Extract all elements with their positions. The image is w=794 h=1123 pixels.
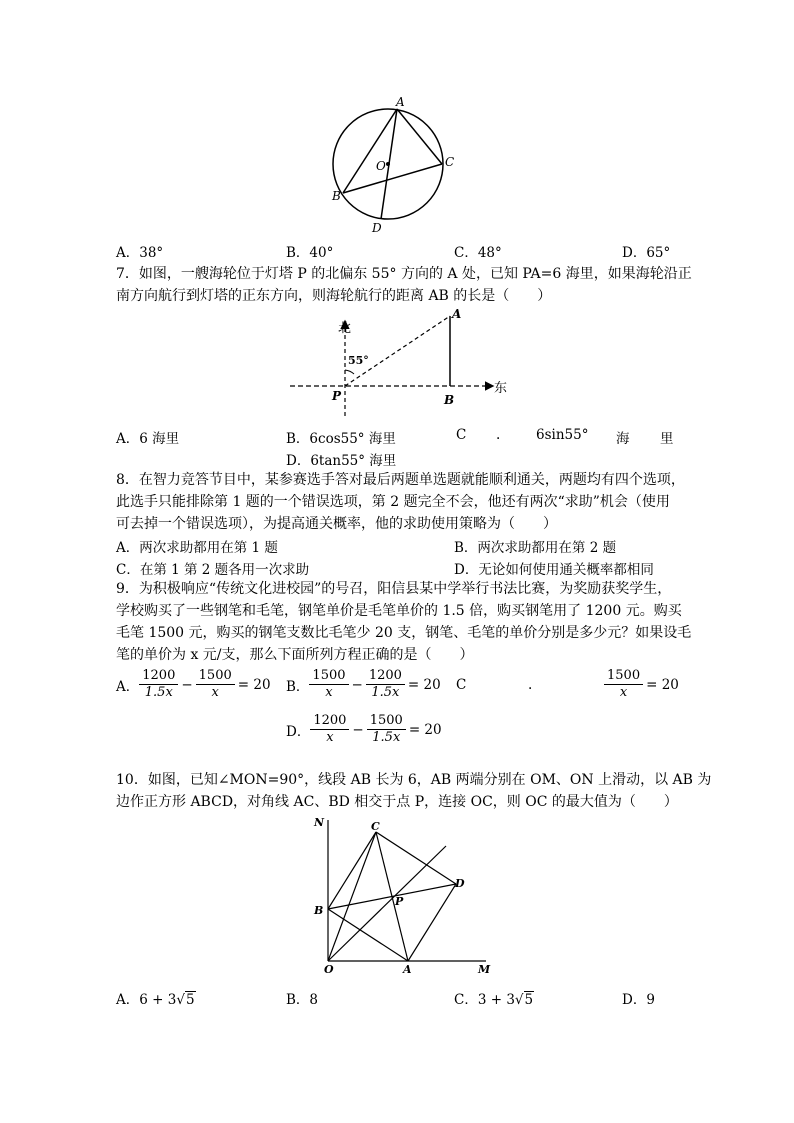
q10-label-B: B [314, 904, 324, 917]
q10-label-P: P [395, 895, 404, 908]
q9-line-2: 学校购买了一些钢笔和毛笔，钢笔单价是毛笔单价的 1.5 倍，购买钢笔用了 1200 元。购买 [116, 603, 682, 619]
q10-option-b: B．8 [286, 992, 319, 1008]
q10-option-a-value: 6 + 3 [139, 992, 177, 1008]
q8-option-c: C．在第 1 第 2 题各用一次求助 [116, 562, 310, 578]
q9-option-a-frac-1: $\frac{1200}{1.5x}$ [139, 668, 178, 701]
q6-option-b: B．40° [286, 245, 334, 261]
q9-option-b-frac-1: $\frac{1500}{x}$ [309, 668, 348, 701]
q9-option-b-rhs: = 20 [407, 676, 441, 693]
q9-line-1: 9．为积极响应“传统文化进校园”的号召，阳信县某中学举行书法比赛，为奖励获奖学生， [116, 581, 672, 597]
q6-option-d: D．65° [622, 245, 671, 261]
q10-line-2: 边作正方形 ABCD，对角线 AC、BD 相交于点 P，连接 OC，则 OC 的最大值为（ ） [116, 794, 678, 810]
q7-label-A: A [452, 308, 462, 321]
q6-label-C: C [445, 155, 455, 169]
q10-line-1: 10．如图，已知∠MON=90°，线段 AB 长为 6，AB 两端分别在 OM、ON 上滑动，以 AB 为 [116, 772, 712, 788]
q7-option-c-unit-1: 海 [616, 431, 630, 447]
q7-option-a: A．6 海里 [116, 431, 180, 447]
q10-option-a-sqrt: √5 [176, 992, 195, 1008]
q9-option-d-frac-2: $\frac{1500}{1.5x}$ [367, 713, 406, 746]
q6-option-c: C．48° [454, 245, 502, 261]
q7-compass-figure [282, 308, 512, 420]
q6-option-a: A．38° [116, 245, 164, 261]
q9-option-c [604, 668, 682, 701]
q6-label-D: D [372, 221, 382, 235]
q10-option-c [454, 988, 534, 1008]
q9-option-c-rhs: = 20 [646, 676, 679, 693]
q8-option-b: B．两次求助都用在第 2 题 [454, 540, 617, 556]
q7-option-b: B．6cos55° 海里 [286, 431, 396, 447]
q9-option-b [286, 668, 444, 701]
q9-option-d [286, 713, 445, 746]
q9-option-d-rhs: = 20 [408, 721, 442, 738]
q9-option-b-label: B． [286, 678, 310, 695]
q9-option-c-label: C [456, 677, 467, 693]
q10-label-C: C [371, 820, 380, 833]
q6-label-O: O [376, 159, 386, 173]
q7-label-angle: 55° [348, 354, 369, 367]
q7-option-c-unit-2: 里 [660, 431, 674, 447]
q9-line-4: 笔的单价为 x 元/支，那么下面所列方程正确的是（ ） [116, 647, 474, 663]
q7-option-c-dot: . [496, 427, 501, 443]
q9-option-b-minus: − [351, 676, 363, 693]
q7-label-north: 北 [338, 321, 352, 336]
q10-label-O: O [324, 963, 334, 976]
q7-label-P: P [332, 389, 342, 403]
q9-option-d-minus: − [352, 721, 364, 738]
q6-circle-figure [326, 90, 476, 240]
q10-option-a-label: A． [116, 992, 140, 1008]
q7-label-B: B [444, 393, 455, 407]
q8-option-a: A．两次求助都用在第 1 题 [116, 540, 278, 556]
q10-label-M: M [478, 963, 491, 976]
q7-line-2: 南方向航行到灯塔的正东方向，则海轮航行的距离 AB 的长是（ ） [116, 288, 552, 304]
q6-label-B: B [332, 189, 341, 203]
q8-line-1: 8．在智力竞答节目中，某参赛选手答对最后两题单选题就能顺利通关，两题均有四个选项， [116, 472, 685, 488]
q10-option-d: D．9 [622, 992, 655, 1008]
q10-label-D: D [455, 877, 465, 890]
q10-label-N: N [314, 816, 325, 829]
q10-option-a [116, 988, 196, 1008]
q9-option-d-label: D． [286, 723, 311, 740]
q9-option-a-label: A． [116, 678, 140, 695]
q9-line-3: 毛笔 1500 元，购买的钢笔支数比毛笔少 20 支，钢笔、毛笔的单价分别是多少元？如果设毛 [116, 625, 692, 641]
q10-square-figure [308, 814, 492, 976]
q9-option-a-rhs: = 20 [237, 676, 271, 693]
q9-option-c-frac: $\frac{1500}{x}$ [604, 668, 643, 701]
q7-label-east: 东 [494, 381, 508, 396]
q9-option-c-dot: . [528, 677, 533, 693]
q10-option-c-label: C． [454, 992, 478, 1008]
q8-line-2: 此选手只能排除第 1 题的一个错误选项，第 2 题完全不会，他还有两次“求助”机会（使用 [116, 494, 670, 510]
q10-label-A: A [403, 963, 412, 976]
q6-label-A: A [396, 95, 405, 109]
q7-option-d: D．6tan55° 海里 [286, 453, 397, 469]
q7-line-1: 7．如图，一艘海轮位于灯塔 P 的北偏东 55° 方向的 A 处，已知 PA=6 海里，如果海轮沿正 [116, 266, 692, 282]
q10-option-c-sqrt: √5 [514, 992, 534, 1008]
q9-option-d-frac-1: $\frac{1200}{x}$ [310, 713, 349, 746]
q9-option-a [116, 668, 274, 701]
q7-option-c-value: 6sin55° [536, 427, 589, 443]
q8-option-d: D．无论如何使用通关概率都相同 [454, 562, 654, 578]
q7-option-c-letter: C [456, 427, 467, 443]
q9-option-a-minus: − [181, 676, 193, 693]
q8-line-3: 可去掉一个错误选项），为提高通关概率，他的求助使用策略为（ ） [116, 516, 557, 532]
q9-option-b-frac-2: $\frac{1200}{1.5x}$ [366, 668, 405, 701]
q9-option-a-frac-2: $\frac{1500}{x}$ [196, 668, 235, 701]
q10-option-c-value: 3 + 3 [477, 992, 515, 1008]
